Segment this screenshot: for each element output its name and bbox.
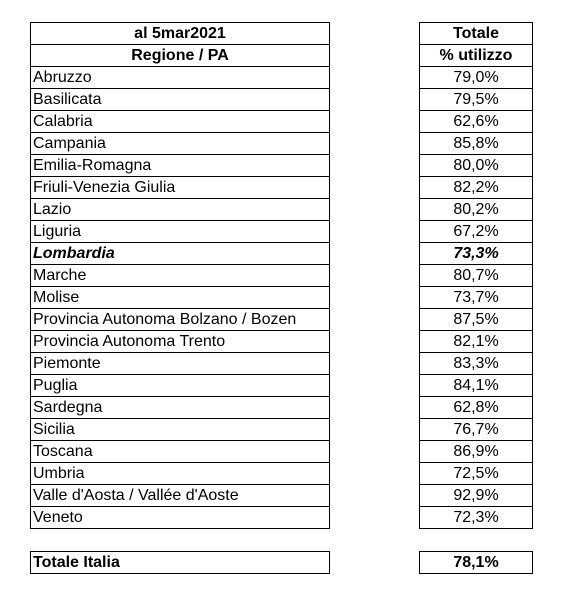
table-row [31,287,330,309]
table-row [420,507,533,529]
region-table [30,22,330,529]
table-row [420,265,533,287]
table-row [420,485,533,507]
region-name-cell: Emilia-Romagna [31,155,330,177]
percentage-cell: 84,1% [420,375,533,397]
percentage-cell: 67,2% [420,221,533,243]
percentage-cell: 85,8% [420,133,533,155]
region-name-cell: Molise [31,287,330,309]
region-name-cell: Provincia Autonoma Trento [31,331,330,353]
region-name-cell: Piemonte [31,353,330,375]
table-row [31,507,330,529]
table-row [31,441,330,463]
percentage-cell: 83,3% [420,353,533,375]
percentage-cell: 76,7% [420,419,533,441]
region-name-cell: Toscana [31,441,330,463]
table-row [31,485,330,507]
pct-column-header: % utilizzo [420,45,533,67]
header-row-region [31,45,330,67]
region-name-cell: Friuli-Venezia Giulia [31,177,330,199]
table-row [31,111,330,133]
table-row [31,309,330,331]
table-row [31,221,330,243]
table-row [31,331,330,353]
region-name-cell: Calabria [31,111,330,133]
table-row [420,111,533,133]
table-row [31,155,330,177]
table-row [31,375,330,397]
region-name-cell: Provincia Autonoma Bolzano / Bozen [31,309,330,331]
table-row [420,199,533,221]
table-row [420,243,533,265]
table-row [420,177,533,199]
percentage-cell: 80,7% [420,265,533,287]
table-row [31,397,330,419]
region-name-cell: Sicilia [31,419,330,441]
percentage-cell: 87,5% [420,309,533,331]
table-row [420,133,533,155]
table-row [420,221,533,243]
percentage-cell: 72,5% [420,463,533,485]
table-row [420,419,533,441]
region-table-body [31,23,330,529]
region-name-cell: Lazio [31,199,330,221]
region-name-cell: Veneto [31,507,330,529]
total-row-label [31,552,330,574]
table-row [420,287,533,309]
percentage-cell: 62,8% [420,397,533,419]
percentage-cell: 72,3% [420,507,533,529]
table-row [31,89,330,111]
total-italia-label: Totale Italia [31,552,330,574]
header-row-date [31,23,330,45]
table-row [420,397,533,419]
region-name-cell: Campania [31,133,330,155]
percentage-cell: 73,3% [420,243,533,265]
region-column-header: Regione / PA [31,45,330,67]
table-row [420,155,533,177]
total-header: Totale [420,23,533,45]
percentage-cell: 80,2% [420,199,533,221]
header-row-total [420,23,533,45]
total-italia-value: 78,1% [420,552,533,574]
table-row [31,133,330,155]
table-row [31,463,330,485]
total-label-table [30,551,330,574]
percentage-cell: 86,9% [420,441,533,463]
percentage-cell: 62,6% [420,111,533,133]
region-name-cell: Lombardia [31,243,330,265]
region-name-cell: Valle d'Aosta / Vallée d'Aoste [31,485,330,507]
table-row [420,89,533,111]
percentage-cell: 82,1% [420,331,533,353]
region-name-cell: Sardegna [31,397,330,419]
table-row [420,375,533,397]
total-row-value [420,552,533,574]
percentage-cell: 79,5% [420,89,533,111]
table-row [31,243,330,265]
table-row [31,199,330,221]
date-header: al 5mar2021 [31,23,330,45]
percentage-table-body [420,23,533,529]
region-name-cell: Abruzzo [31,67,330,89]
region-name-cell: Marche [31,265,330,287]
table-row [31,353,330,375]
percentage-cell: 73,7% [420,287,533,309]
header-row-pct [420,45,533,67]
percentage-cell: 92,9% [420,485,533,507]
region-name-cell: Puglia [31,375,330,397]
percentage-cell: 79,0% [420,67,533,89]
region-name-cell: Liguria [31,221,330,243]
table-row [31,177,330,199]
table-row [31,265,330,287]
table-row [31,419,330,441]
table-row [420,331,533,353]
region-name-cell: Basilicata [31,89,330,111]
table-row [31,67,330,89]
region-name-cell: Umbria [31,463,330,485]
table-row [420,353,533,375]
table-row [420,309,533,331]
table-row [420,463,533,485]
table-row [420,441,533,463]
percentage-cell: 80,0% [420,155,533,177]
total-value-table [419,551,533,574]
percentage-cell: 82,2% [420,177,533,199]
percentage-table [419,22,533,529]
table-row [420,67,533,89]
